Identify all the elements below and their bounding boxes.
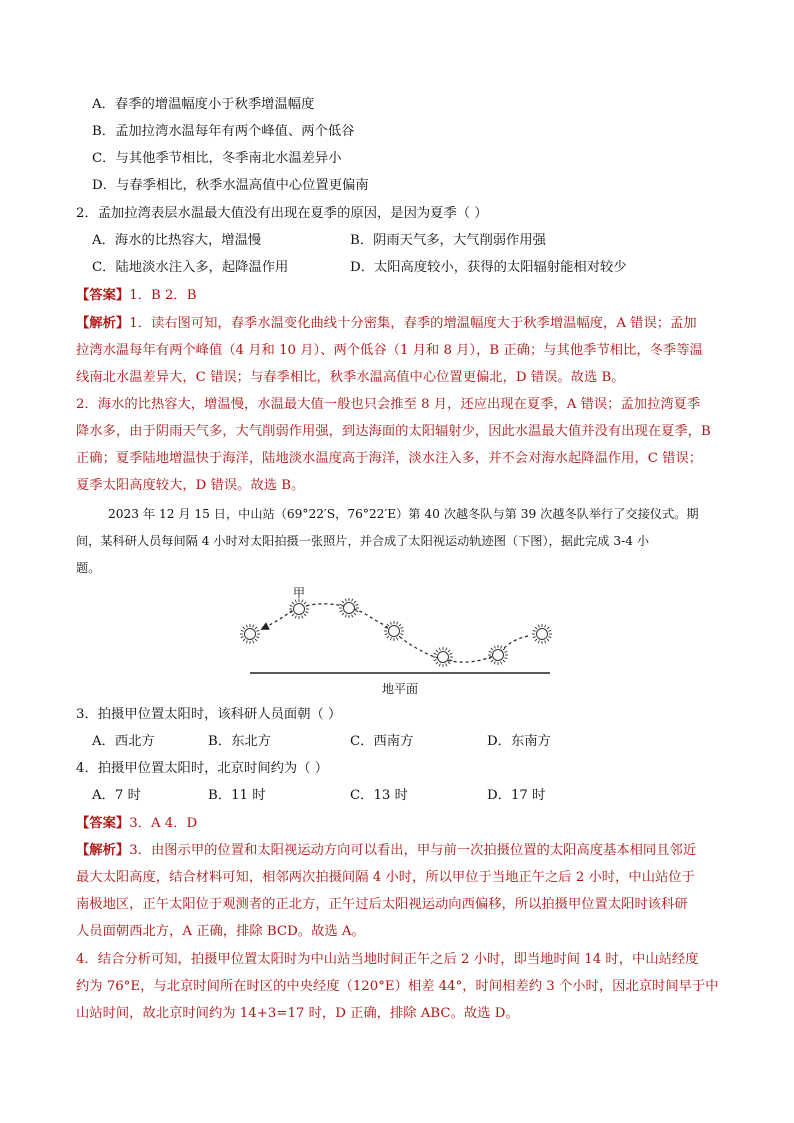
q4-option-d: D．17 时 bbox=[487, 788, 546, 803]
q2-option-d: D．太阳高度较小，获得的太阳辐射能相对较少 bbox=[350, 260, 627, 275]
analysis-1-text-1: 1．读右图可知，春季水温变化曲线十分密集，春季的增温幅度大于秋季增温幅度，A 错误；孟加 bbox=[129, 316, 697, 331]
answer-2-text: 3．A 4．D bbox=[129, 816, 198, 831]
analysis-1-line-3: 线南北水温差异大，C 错误；与春季相比，秋季水温高值中心位置更偏北，D 错误。故选 B。 bbox=[76, 370, 625, 385]
analysis-2-line-6: 约为 76°E，与北京时间所在时区的中央经度（120°E）相差 44°，时间相差约 3 个小时，因北京时间早于中 bbox=[76, 979, 719, 994]
material-line-2: 间，某科研人员每间隔 4 小时对太阳拍摄一张照片，并合成了太阳视运动轨迹图（下图），据此完成 3-4 小 bbox=[76, 534, 650, 548]
jia-label: 甲 bbox=[293, 586, 306, 600]
q4-stem: 4．拍摄甲位置太阳时，北京时间约为（ ） bbox=[76, 761, 329, 776]
answer-1-tag: 【答案】 bbox=[76, 288, 130, 303]
q2-option-a: A．海水的比热容大，增温慢 bbox=[92, 233, 262, 248]
sun-icon bbox=[240, 624, 260, 644]
q1-option-c: C．与其他季节相比，冬季南北水温差异小 bbox=[92, 151, 342, 166]
q4-option-b: B．11 时 bbox=[208, 788, 266, 803]
q3-option-b: B．东北方 bbox=[208, 734, 271, 749]
analysis-2-line-2: 最大太阳高度，结合材料可知，相邻两次拍摄间隔 4 小时，所以甲位于当地正午之后 2 小时，中山站位于 bbox=[76, 870, 695, 885]
q3-option-c: C．西南方 bbox=[350, 734, 414, 749]
sun-jia-icon bbox=[289, 599, 309, 619]
q1-option-d: D．与春季相比，秋季水温高值中心位置更偏南 bbox=[92, 178, 369, 193]
analysis-1-line-7: 夏季太阳高度较大，D 错误。故选 B。 bbox=[76, 478, 305, 493]
answer-2-tag: 【答案】 bbox=[76, 816, 130, 831]
sun-icon bbox=[488, 645, 508, 665]
analysis-1-line-2: 拉湾水温每年有两个峰值（4 月和 10 月）、两个低谷（1 月和 8 月），B 正确；与其他季节相比，冬季等温 bbox=[76, 343, 703, 358]
q1-option-b: B．孟加拉湾水温每年有两个峰值、两个低谷 bbox=[92, 124, 355, 139]
answer-1-text: 1．B 2．B bbox=[129, 288, 197, 303]
analysis-2-line-3: 南极地区，正午太阳位于观测者的正北方，正午过后太阳视运动向西偏移，所以拍摄甲位置太阳时该科研 bbox=[76, 897, 688, 912]
q3-option-d: D．东南方 bbox=[487, 734, 551, 749]
q3-stem: 3．拍摄甲位置太阳时，该科研人员面朝（ ） bbox=[76, 707, 342, 722]
horizon-label: 地平面 bbox=[382, 682, 419, 696]
material-line-3: 题。 bbox=[76, 561, 101, 575]
analysis-2-line-5: 4．结合分析可知，拍摄甲位置太阳时为中山站当地时间正午之后 2 小时，即当地时间 14 时，中山站经度 bbox=[76, 952, 699, 967]
q3-option-a: A．西北方 bbox=[92, 734, 155, 749]
analysis-2-tag: 【解析】 bbox=[76, 843, 130, 858]
q1-option-a: A．春季的增温幅度小于秋季增温幅度 bbox=[92, 97, 315, 112]
analysis-2-line-4: 人员面朝西北方，A 正确，排除 BCD。故选 A。 bbox=[76, 924, 365, 939]
sun-icon bbox=[339, 598, 359, 618]
sun-icon bbox=[384, 621, 404, 641]
q4-option-a: A．7 时 bbox=[92, 788, 141, 803]
analysis-1-tag: 【解析】 bbox=[76, 316, 130, 331]
q2-option-b: B．阴雨天气多，大气削弱作用强 bbox=[350, 233, 546, 248]
q2-option-c: C．陆地淡水注入多，起降温作用 bbox=[92, 260, 289, 275]
q2-stem: 2．孟加拉湾表层水温最大值没有出现在夏季的原因，是因为夏季（ ） bbox=[76, 206, 488, 221]
q4-option-c: C．13 时 bbox=[350, 788, 408, 803]
analysis-1-line-6: 正确；夏季陆地增温快于海洋，陆地淡水温度高于海洋，淡水注入多，并不会对海水起降温作用，C 错误； bbox=[76, 451, 703, 466]
sun-icon bbox=[532, 624, 552, 644]
analysis-2-text-1: 3．由图示甲的位置和太阳视运动方向可以看出，甲与前一次拍摄位置的太阳高度基本相同且邻近 bbox=[129, 843, 697, 858]
analysis-2-line-1 bbox=[76, 842, 696, 860]
analysis-1-line-5: 降水多，由于阴雨天气多，大气削弱作用强，到达海面的太阳辐射少，因此水温最大值并没有出现在夏季，B bbox=[76, 424, 711, 439]
analysis-2-line-7: 山站时间，故北京时间约为 14+3=17 时，D 正确，排除 ABC。故选 D。 bbox=[76, 1006, 519, 1021]
analysis-1-line-4: 2．海水的比热容大，增温慢，水温最大值一般也只会推至 8 月，还应出现在夏季，A 错误；孟加拉湾夏季 bbox=[76, 397, 701, 412]
answer-2 bbox=[76, 815, 197, 833]
material-line-1: 2023 年 12 月 15 日，中山站（69°22′S，76°22′E）第 40 次越冬队与第 39 次越冬队举行了交接仪式。期 bbox=[108, 507, 699, 521]
sun-icon bbox=[433, 647, 453, 667]
